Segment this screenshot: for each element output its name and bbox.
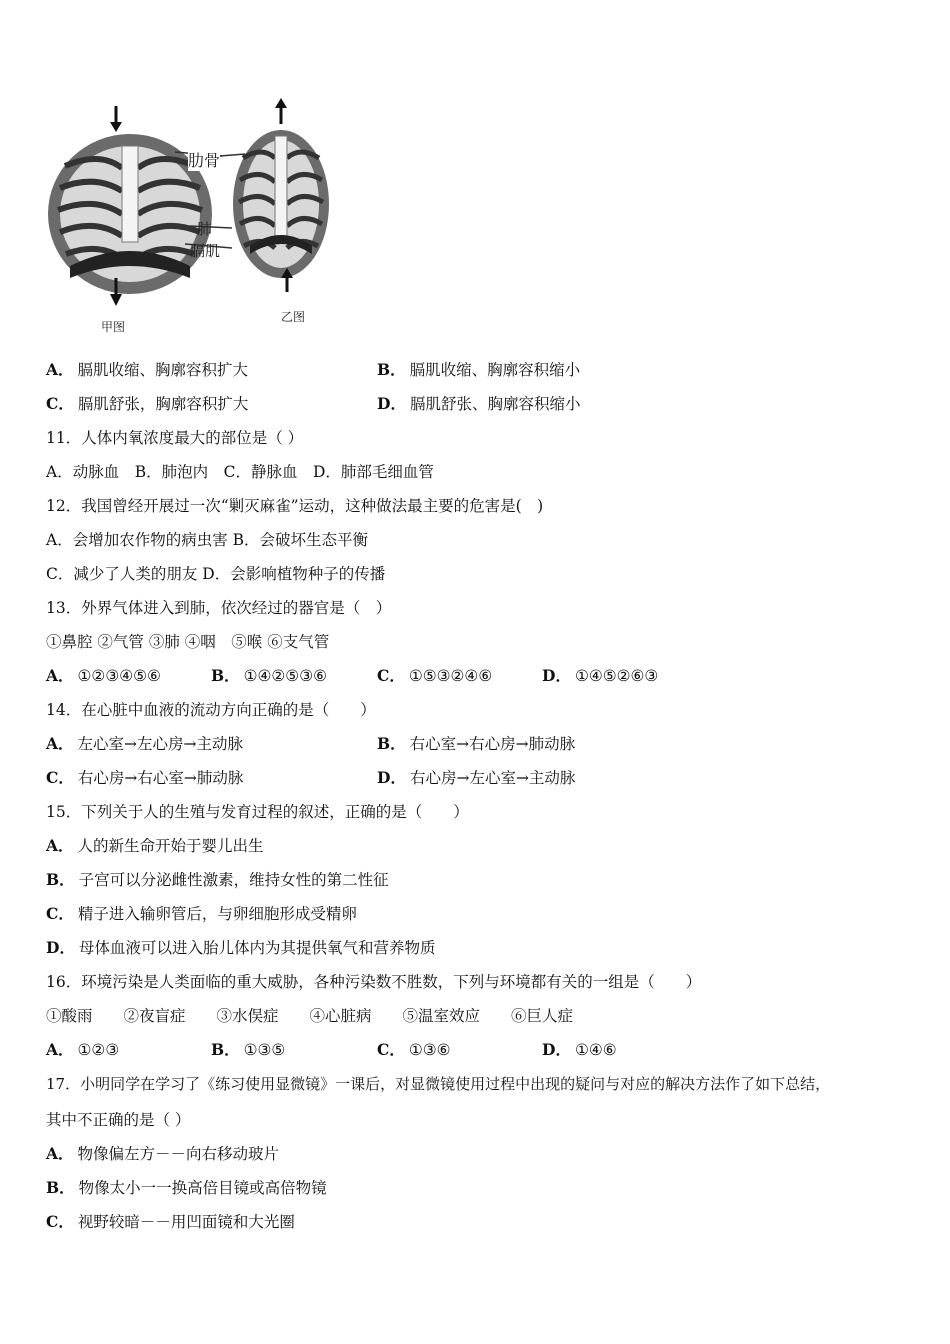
option-letter: B． [211,1040,240,1059]
option-text: 物像偏左方－－向右移动玻片 [77,1145,280,1163]
caption-a: 甲图 [101,320,126,334]
q10-options-row1 [46,360,581,380]
option-letter: C． [377,1040,405,1059]
option-letter: D． [46,938,75,957]
q15-option-a [46,836,264,856]
option-text: ①②③④⑤⑥ [77,667,161,685]
q14-options-row2 [46,768,576,788]
option-letter: A． [46,360,74,379]
option-text: 物像太小一一换高倍目镜或高倍物镜 [78,1179,327,1197]
option-text: ①③⑤ [243,1041,286,1059]
option-letter: B． [211,666,240,685]
option-letter: D． [542,1040,571,1059]
q17-stem-line2: 其中不正确的是（ ） [46,1111,191,1129]
option-letter: D． [542,666,571,685]
label-ribs: 肋骨 [188,148,220,171]
option-text: 人的新生命开始于婴儿出生 [77,837,264,855]
option-letter: B． [46,870,75,889]
rib-cage-illustration [40,96,340,336]
option-letter: B． [377,734,406,753]
q16-stem: 16．环境污染是人类面临的重大威胁，各种污染数不胜数，下列与环境都有关的一组是（ ） [46,973,702,991]
q12-stem: 12．我国曾经开展过一次“剿灭麻雀”运动，这种做法最主要的危害是( ) [46,497,544,515]
q15-stem: 15．下列关于人的生殖与发育过程的叙述，正确的是（ ） [46,803,469,821]
option-letter: C． [377,666,405,685]
q11-options: A．动脉血 B．肺泡内 C．静脉血 D．肺部毛细血管 [46,463,434,481]
q15-option-c [46,904,357,924]
option-text: 左心室→左心房→主动脉 [77,735,244,753]
option-text: 膈肌舒张，胸廓容积扩大 [77,395,249,413]
option-letter: C． [46,904,74,923]
option-letter: A． [46,1144,74,1163]
option-text: ①④②⑤③⑥ [243,667,327,685]
q15-option-d [46,938,435,958]
label-lung: 肺 [197,220,213,238]
option-letter: D． [377,394,406,413]
option-text: 膈肌收缩、胸廓容积扩大 [77,361,249,379]
q13-stem: 13．外界气体进入到肺，依次经过的器官是（ ） [46,599,392,617]
option-letter: B． [46,1178,75,1197]
option-text: 膈肌收缩、胸廓容积缩小 [409,361,581,379]
q12-options-line1: A．会增加农作物的病虫害 B．会破坏生态平衡 [46,531,369,549]
option-text: 右心房→右心室→肺动脉 [77,769,244,787]
rib-cage-figure [40,96,340,336]
q10-options-row2 [46,394,581,414]
option-text: ①⑤③②④⑥ [408,667,493,685]
q14-options-row1 [46,734,576,754]
q12-options-line2: C．减少了人类的朋友 D．会影响植物种子的传播 [46,565,386,583]
option-text: ①④⑤②⑥③ [574,667,659,685]
option-text: 右心室→右心房→肺动脉 [409,735,576,753]
option-text: ①②③ [77,1041,120,1059]
option-text: 右心房→左心室→主动脉 [409,769,576,787]
q13-items: ①鼻腔 ②气管 ③肺 ④咽 ⑤喉 ⑥支气管 [46,633,330,651]
rib-cage-a [48,106,212,306]
rib-cage-b [233,98,329,292]
caption-b: 乙图 [281,310,306,324]
option-text: ①③⑥ [408,1041,451,1059]
option-letter: A． [46,734,74,753]
option-text: 精子进入输卵管后，与卵细胞形成受精卵 [77,905,357,923]
label-diaphragm: 膈肌 [190,242,221,260]
option-text: 视野较暗－－用凹面镜和大光圈 [77,1213,295,1231]
option-letter: A． [46,1040,74,1059]
q17-option-a [46,1144,279,1164]
option-letter: A． [46,666,74,685]
q16-items: ①酸雨 ②夜盲症 ③水俣症 ④心脏病 ⑤温室效应 ⑥巨人症 [46,1007,574,1025]
option-letter: D． [377,768,406,787]
option-text: ①④⑥ [574,1041,617,1059]
q17-option-b [46,1178,327,1198]
option-letter: C． [46,394,74,413]
option-text: 母体血液可以进入胎儿体内为其提供氧气和营养物质 [78,939,436,957]
q17-option-c [46,1212,295,1232]
option-text: 子宫可以分泌雌性激素，维持女性的第二性征 [78,871,389,889]
option-letter: A． [46,836,74,855]
option-text: 膈肌舒张、胸廓容积缩小 [409,395,581,413]
q11-stem: 11．人体内氧浓度最大的部位是（ ） [46,429,304,447]
option-letter: B． [377,360,406,379]
option-letter: C． [46,768,74,787]
option-letter: C． [46,1212,74,1231]
q17-stem-line1: 17．小明同学在学习了《练习使用显微镜》一课后，对显微镜使用过程中出现的疑问与对应的解决方法作了如下总结， [46,1075,831,1093]
q14-stem: 14．在心脏中血液的流动方向正确的是（ ） [46,701,376,719]
q15-option-b [46,870,389,890]
